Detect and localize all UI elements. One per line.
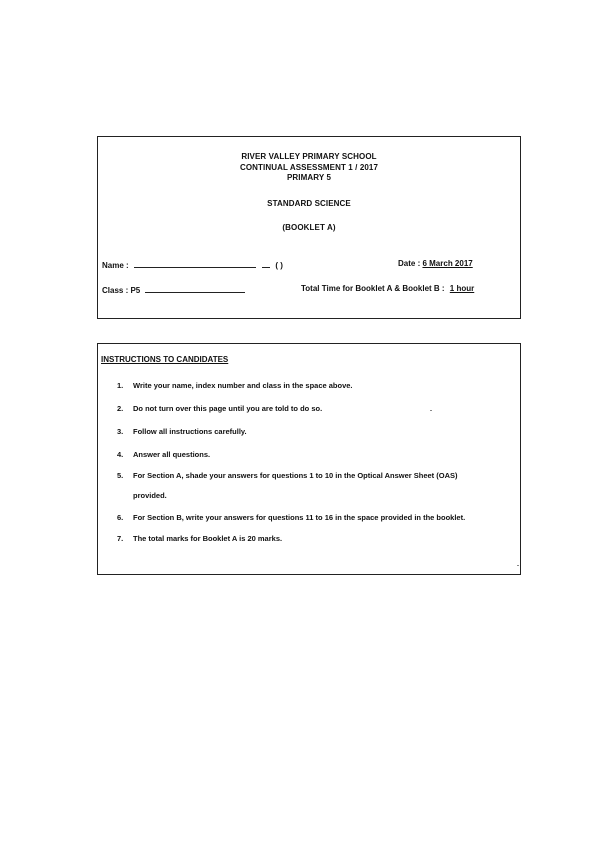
time-value: 1 hour: [449, 284, 475, 293]
instruction-text: The total marks for Booklet A is 20 marks.: [133, 534, 283, 543]
name-field[interactable]: [134, 259, 256, 268]
instruction-number: 1.: [117, 381, 124, 390]
assessment-title: CONTINUAL ASSESSMENT 1 / 2017: [239, 163, 379, 172]
instruction-number: 2.: [117, 404, 124, 413]
name-label: Name :: [102, 261, 129, 270]
class-field[interactable]: [145, 284, 245, 293]
class-label: Class : P5: [102, 286, 141, 295]
instruction-item: [117, 471, 458, 480]
instruction-item: [117, 404, 322, 413]
instructions-box: [97, 343, 521, 575]
header-box: [97, 136, 521, 319]
instruction-number: 7.: [117, 534, 124, 543]
instruction-number: 3.: [117, 427, 124, 436]
instruction-item: [117, 450, 210, 459]
instruction-item: [117, 534, 282, 543]
name-field-end: [262, 259, 270, 268]
school-name: RIVER VALLEY PRIMARY SCHOOL: [241, 152, 377, 161]
booklet-title: (BOOKLET A): [282, 223, 336, 232]
instruction-text: Do not turn over this page until you are told to do so.: [133, 404, 323, 413]
index-number-field[interactable]: ( ): [275, 261, 283, 270]
instruction-text: Answer all questions.: [133, 450, 211, 459]
instruction-item: [117, 427, 247, 436]
instruction-text: For Section B, write your answers for questions 11 to 16 in the space provided in the booklet.: [133, 513, 466, 522]
instruction-text: For Section A, shade your answers for questions 1 to 10 in the Optical Answer Sheet (OAS): [133, 471, 458, 480]
instructions-title: INSTRUCTIONS TO CANDIDATES: [101, 355, 229, 364]
instruction-number: 6.: [117, 513, 124, 522]
instruction-item: [117, 381, 353, 390]
subject-title: STANDARD SCIENCE: [267, 199, 351, 208]
instruction-item: [117, 513, 465, 522]
time-label: Total Time for Booklet A & Booklet B :: [301, 284, 445, 293]
instruction-text: provided.: [133, 491, 167, 500]
instruction-text: Write your name, index number and class in the space above.: [133, 381, 353, 390]
instruction-number: 4.: [117, 450, 124, 459]
date-label: Date :: [398, 259, 421, 268]
date-value: 6 March 2017: [422, 259, 473, 268]
instruction-text: Follow all instructions carefully.: [133, 427, 247, 436]
instruction-number: 5.: [117, 471, 124, 480]
scan-speck: [517, 565, 519, 566]
time-row: [301, 284, 474, 293]
scan-speck: [430, 410, 432, 411]
date-row: [398, 259, 473, 268]
level-title: PRIMARY 5: [286, 173, 332, 182]
class-row: [102, 284, 245, 295]
name-row: [102, 259, 283, 270]
instruction-item: [117, 491, 167, 500]
